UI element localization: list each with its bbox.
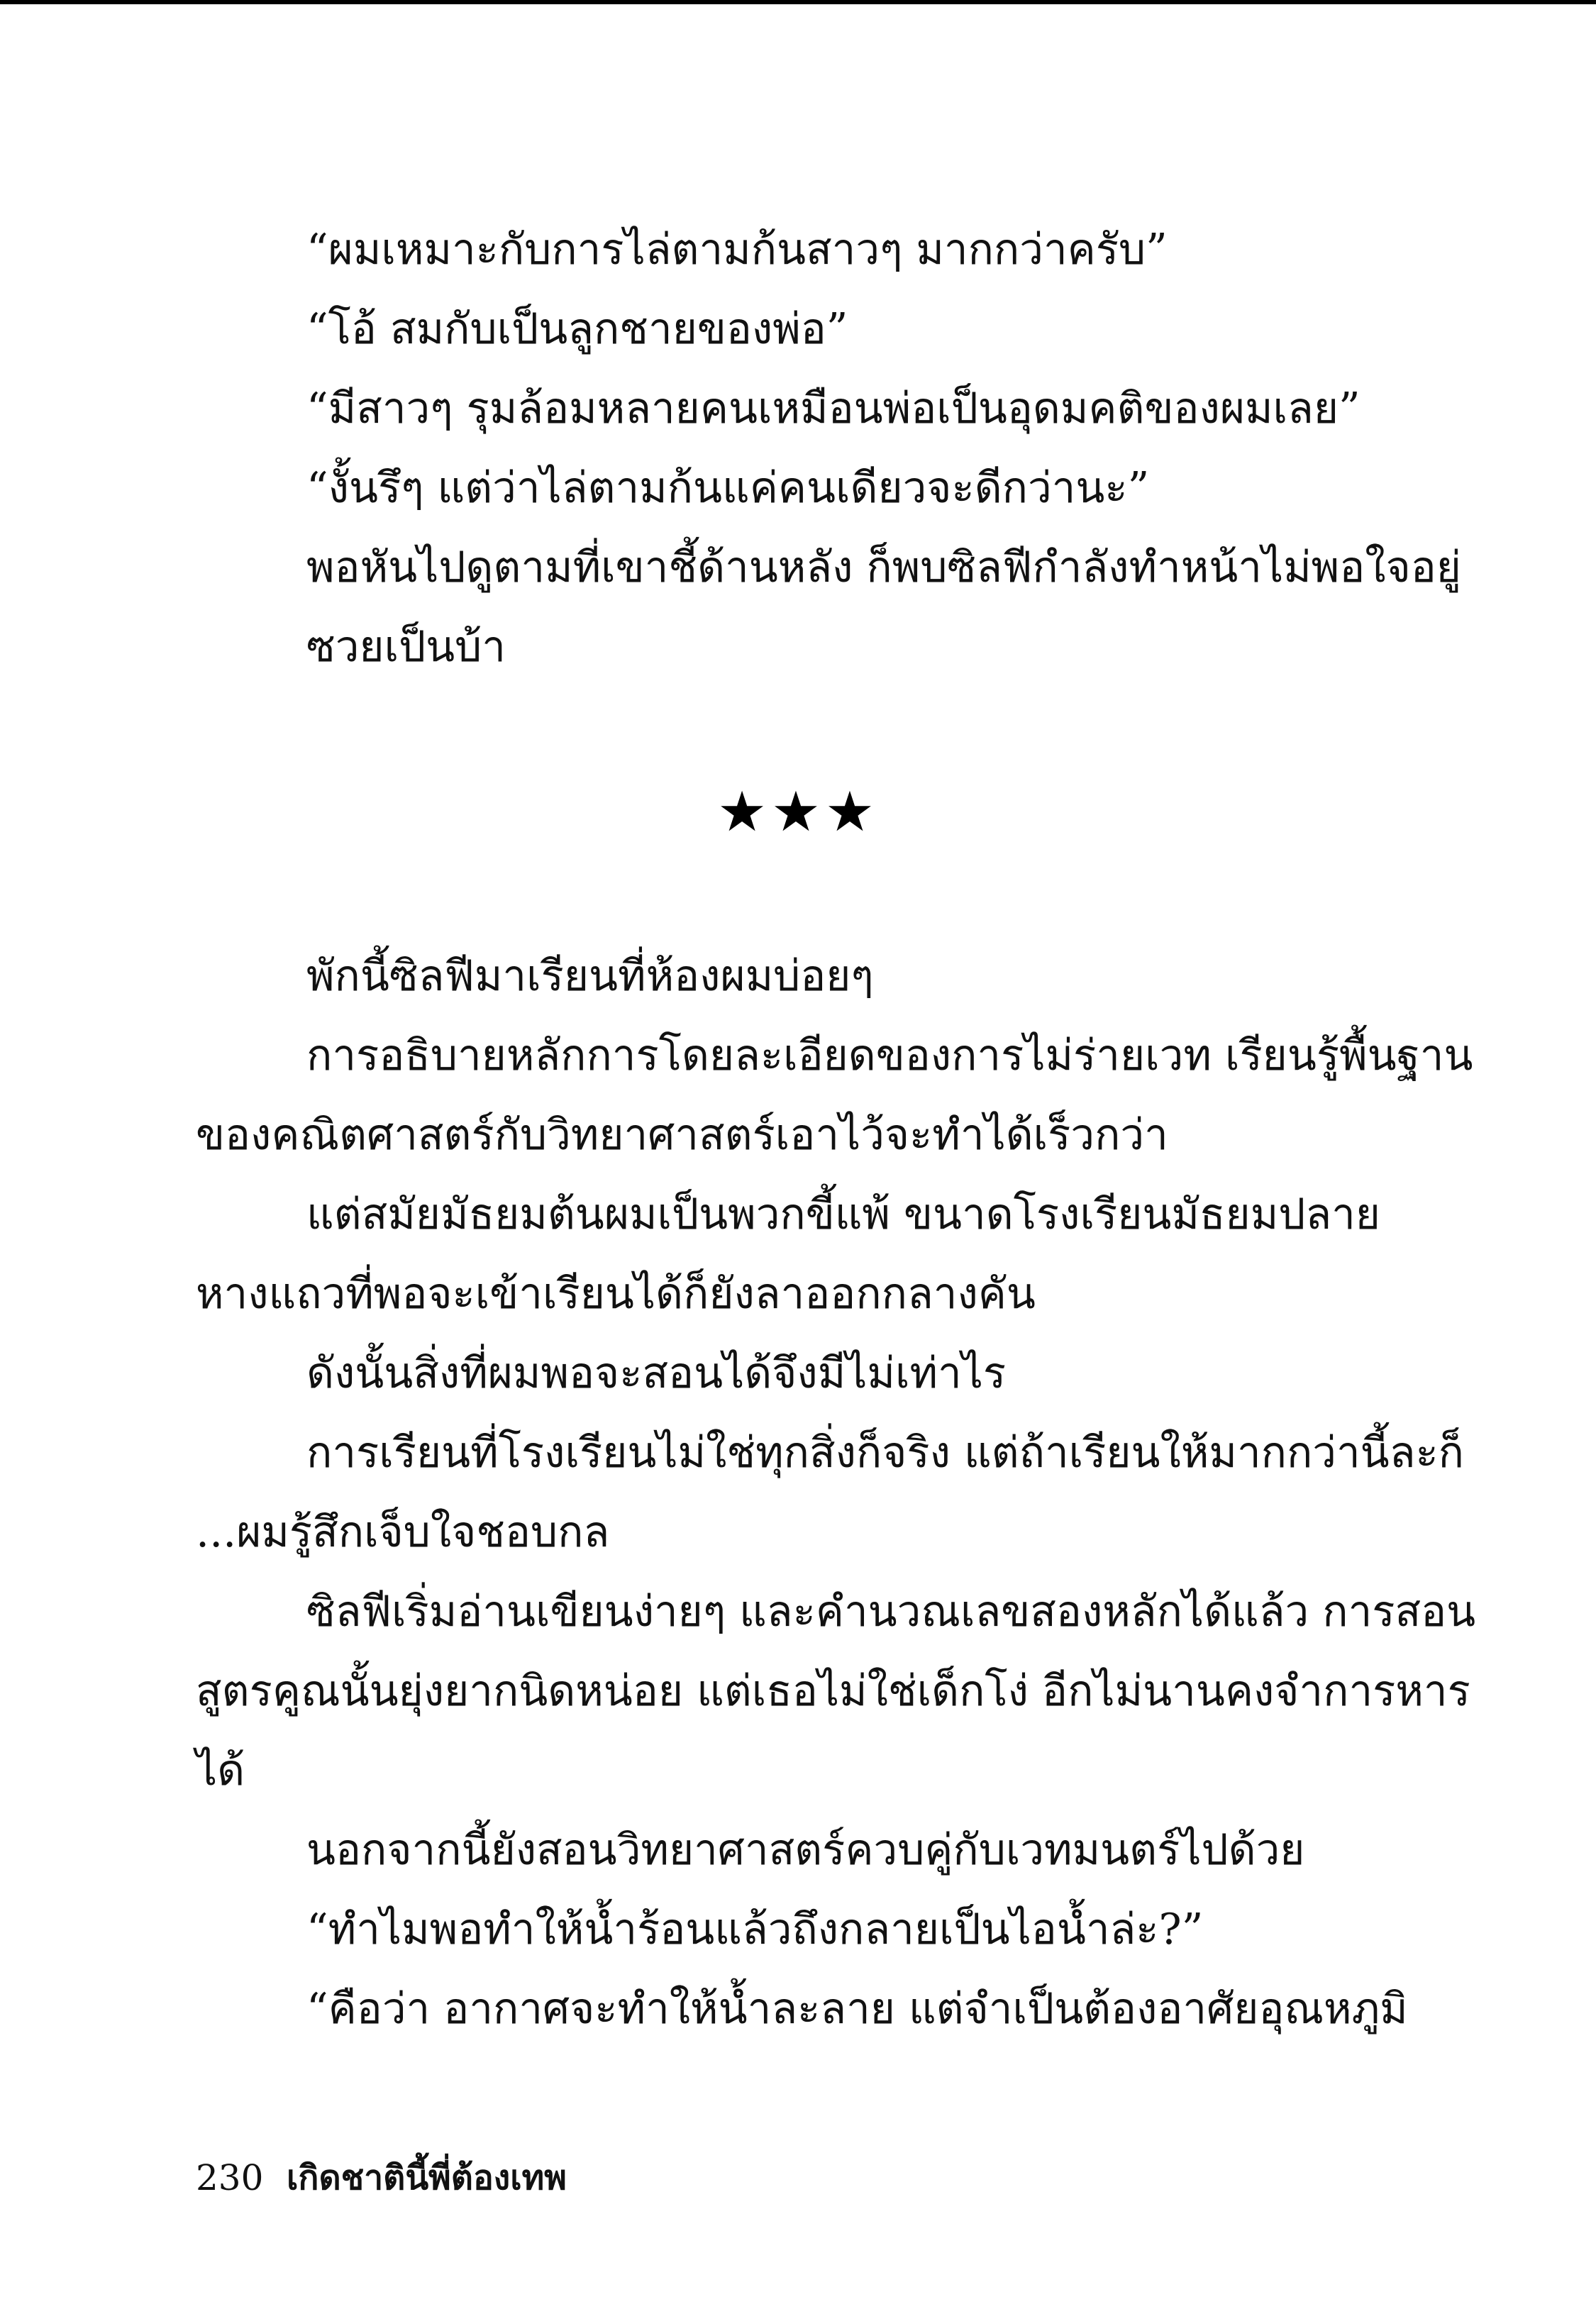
paragraph-line: ดังนั้นสิ่งที่ผมพอจะสอนได้จึงมีไม่เท่าไร [306, 1349, 1007, 1398]
paragraph-line: “งั้นรึๆ แต่ว่าไล่ตามก้นแค่คนเดียวจะดีกว่านะ” [306, 463, 1150, 513]
paragraph-line: “มีสาวๆ รุมล้อมหลายคนเหมือนพ่อเป็นอุดมคติของผมเลย” [306, 384, 1361, 433]
paragraph-line: “โอ้ สมกับเป็นลูกชายของพ่อ” [306, 304, 848, 354]
paragraph-line: “ทำไมพอทำให้น้ำร้อนแล้วถึงกลายเป็นไอน้ำล่ะ?” [306, 1905, 1204, 1954]
paragraph-line: ได้ [196, 1746, 245, 1795]
paragraph-line: สูตรคูณนั้นยุ่งยากนิดหน่อย แต่เธอไม่ใช่เด็กโง่ อีกไม่นานคงจำการหาร [196, 1666, 1470, 1716]
paragraph-line: “คือว่า อากาศจะทำให้น้ำละลาย แต่จำเป็นต้องอาศัยอุณหภูมิ [306, 1984, 1408, 2034]
paragraph-line: แต่สมัยมัธยมต้นผมเป็นพวกขี้แพ้ ขนาดโรงเรียนมัธยมปลาย [306, 1190, 1380, 1239]
running-book-title: เกิดชาตินี้พี่ต้องเทพ [287, 2158, 567, 2198]
paragraph-line: หางแถวที่พอจะเข้าเรียนได้ก็ยังลาออกกลางคัน [196, 1269, 1036, 1319]
paragraph-line: การเรียนที่โรงเรียนไม่ใช่ทุกสิ่งก็จริง แต่ถ้าเรียนให้มากกว่านี้ละก็ [306, 1428, 1465, 1478]
scene-break-stars: ★★★ [717, 780, 879, 844]
paragraph-line: นอกจากนี้ยังสอนวิทยาศาสตร์ควบคู่กับเวทมนตร์ไปด้วย [306, 1825, 1305, 1875]
paragraph-line: ...ผมรู้สึกเจ็บใจชอบกล [196, 1507, 610, 1557]
paragraph-line: ของคณิตศาสตร์กับวิทยาศาสตร์เอาไว้จะทำได้เร็วกว่า [196, 1110, 1168, 1160]
paragraph-line: พอหันไปดูตามที่เขาชี้ด้านหลัง ก็พบซิลฟีกำลังทำหน้าไม่พอใจอยู่ [306, 543, 1461, 592]
paragraph-line: การอธิบายหลักการโดยละเอียดของการไม่ร่ายเวท เรียนรู้พื้นฐาน [306, 1031, 1473, 1080]
page-number: 230 [196, 2157, 264, 2198]
paragraph-line: “ผมเหมาะกับการไล่ตามก้นสาวๆ มากกว่าครับ” [306, 225, 1168, 275]
paragraph-line: ซิลฟีเริ่มอ่านเขียนง่ายๆ และคำนวณเลขสองหลักได้แล้ว การสอน [306, 1587, 1476, 1637]
paragraph-line: ซวยเป็นบ้า [306, 622, 506, 672]
paragraph-line: พักนี้ซิลฟีมาเรียนที่ห้องผมบ่อยๆ [306, 951, 874, 1001]
